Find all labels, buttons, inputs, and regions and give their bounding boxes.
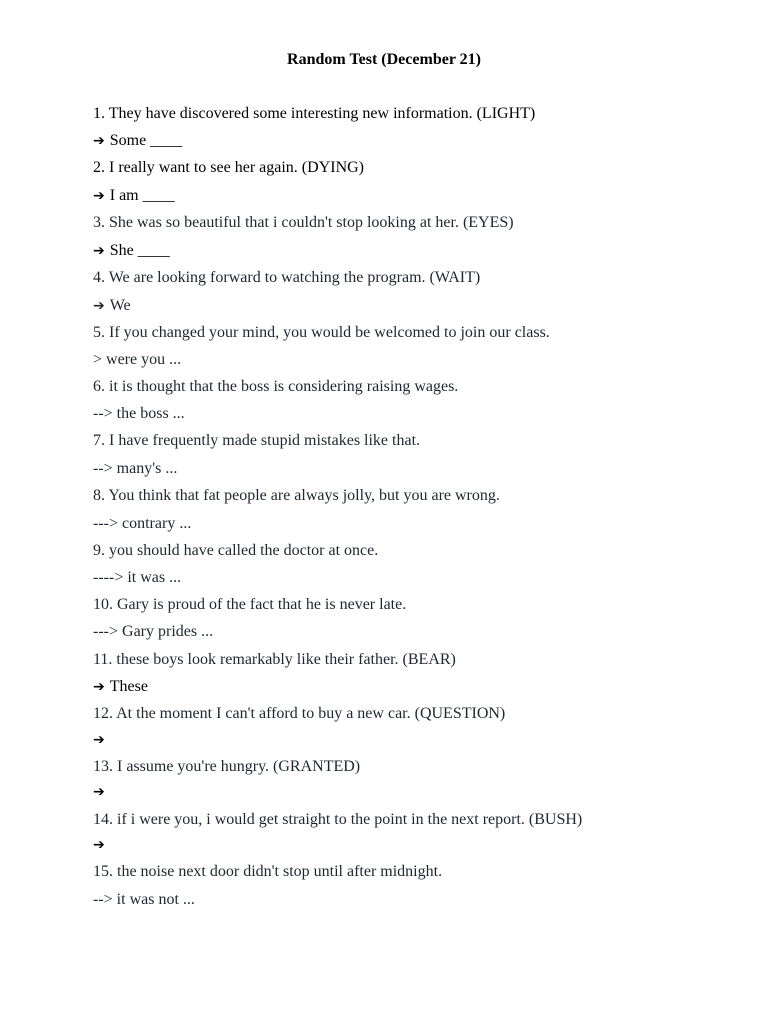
answer-line xyxy=(93,241,170,261)
question-line xyxy=(93,459,177,479)
arrow-right-icon: ➔ xyxy=(93,133,105,149)
line-text: 15. the noise next door didn't stop until after midnight. xyxy=(93,863,443,880)
arrow-right-icon: ➔ xyxy=(93,188,105,204)
arrow-right-icon: ➔ xyxy=(93,732,105,748)
line-text: --> the boss ... xyxy=(93,405,185,422)
answer-line xyxy=(93,131,182,151)
question-line xyxy=(93,757,360,777)
answer-line xyxy=(93,677,148,697)
arrow-right-icon: ➔ xyxy=(93,837,105,853)
question-line xyxy=(93,514,191,534)
arrow-right-icon: ➔ xyxy=(93,784,105,800)
line-text: 5. If you changed your mind, you would be welcomed to join our class. xyxy=(93,324,550,341)
line-text: We xyxy=(109,297,131,314)
arrow-right-icon: ➔ xyxy=(93,679,105,695)
question-line xyxy=(93,104,535,124)
line-text: ----> it was ... xyxy=(93,569,182,586)
line-text: Some ____ xyxy=(109,132,183,149)
line-text: ---> contrary ... xyxy=(93,515,192,532)
line-text: 3. She was so beautiful that i couldn't stop looking at her. (EYES) xyxy=(93,214,514,231)
question-line xyxy=(93,213,514,233)
line-text: 11. these boys look remarkably like their father. (BEAR) xyxy=(93,651,456,668)
line-text: 7. I have frequently made stupid mistakes like that. xyxy=(93,432,421,449)
arrow-right-icon: ➔ xyxy=(93,243,105,259)
question-line xyxy=(93,704,505,724)
line-text: --> many's ... xyxy=(93,460,178,477)
line-text: 13. I assume you're hungry. (GRANTED) xyxy=(93,758,361,775)
question-line xyxy=(93,350,181,370)
answer-line xyxy=(93,782,110,802)
line-text: 2. I really want to see her again. (DYING) xyxy=(93,159,365,176)
line-text: 6. it is thought that the boss is considering raising wages. xyxy=(93,378,459,395)
question-line xyxy=(93,568,181,588)
answer-line xyxy=(93,296,131,316)
answer-line xyxy=(93,186,175,206)
line-text: I am ____ xyxy=(109,187,175,204)
question-line xyxy=(93,486,500,506)
line-text: She ____ xyxy=(109,242,170,259)
question-line xyxy=(93,158,364,178)
question-line xyxy=(93,810,582,830)
question-line xyxy=(93,404,185,424)
line-text: --> it was not ... xyxy=(93,891,195,908)
question-line xyxy=(93,377,458,397)
question-line xyxy=(93,650,456,670)
line-text: 1. They have discovered some interesting new information. (LIGHT) xyxy=(93,105,536,122)
line-text: 10. Gary is proud of the fact that he is never late. xyxy=(93,596,407,613)
line-text: 12. At the moment I can't afford to buy a new car. (QUESTION) xyxy=(93,705,506,722)
question-line xyxy=(93,622,213,642)
line-text: 9. you should have called the doctor at once. xyxy=(93,542,379,559)
question-line xyxy=(93,890,195,910)
question-line xyxy=(93,431,420,451)
answer-line xyxy=(93,835,110,855)
question-line xyxy=(93,541,378,561)
line-text: 4. We are looking forward to watching the program. (WAIT) xyxy=(93,269,481,286)
line-text: > were you ... xyxy=(93,351,182,368)
line-text: 8. You think that fat people are always jolly, but you are wrong. xyxy=(93,487,500,504)
question-line xyxy=(93,595,406,615)
line-text: These xyxy=(109,678,148,695)
line-text: 14. if i were you, i would get straight to the point in the next report. (BUSH) xyxy=(93,811,583,828)
question-line xyxy=(93,323,550,343)
arrow-right-icon: ➔ xyxy=(93,298,105,314)
answer-line xyxy=(93,730,110,750)
page-title: Random Test (December 21) xyxy=(287,51,481,68)
question-line xyxy=(93,268,480,288)
question-line xyxy=(93,862,442,882)
line-text: ---> Gary prides ... xyxy=(93,623,214,640)
